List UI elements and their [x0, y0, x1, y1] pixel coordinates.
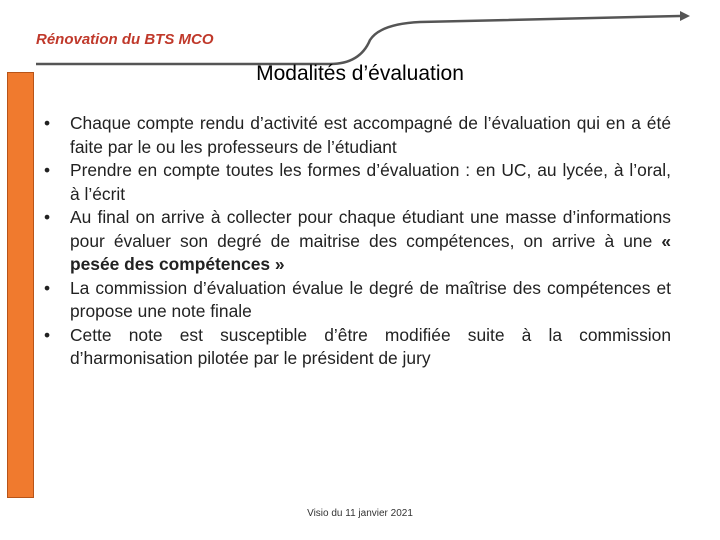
bullet-emphasis: « pesée des compétences »: [70, 230, 671, 274]
slide-title: Modalités d’évaluation: [256, 62, 464, 85]
bullet-list: [44, 112, 671, 371]
bullet-icon: •: [44, 113, 51, 133]
header-label: Rénovation du BTS MCO: [36, 31, 214, 48]
bullet-item: [44, 324, 671, 371]
bullet-icon: •: [44, 277, 51, 298]
bullet-icon: •: [44, 207, 51, 227]
arrow-head-icon: [680, 11, 690, 21]
bullet-text: Au final on arrive à collecter pour chaque étudiant une masse d’informations pour évaluer son degré de maitrise des compétences, on arrive à une: [70, 207, 671, 251]
bullet-item: [44, 206, 671, 277]
bullet-item: [44, 159, 671, 206]
footer-text: Visio du 11 janvier 2021: [307, 508, 413, 519]
bullet-icon: •: [44, 324, 51, 345]
accent-bar: [7, 72, 34, 498]
bullet-text: Chaque compte rendu d’activité est accompagné de l’évaluation qui en a été faite par le ou les professeurs de l’étudiant: [70, 113, 671, 157]
bullet-text: Cette note est susceptible d’être modifiée suite à la commission d’harmonisation pilotée par le président de jury: [70, 324, 671, 368]
bullet-icon: •: [44, 160, 51, 180]
bullet-text: Prendre en compte toutes les formes d’évaluation : en UC, au lycée, à l’oral, à l’écrit: [70, 160, 671, 204]
bullet-item: [44, 112, 671, 159]
bullet-text: La commission d’évaluation évalue le degré de maîtrise des compétences et propose une note finale: [70, 277, 671, 321]
bullet-item: [44, 277, 671, 324]
